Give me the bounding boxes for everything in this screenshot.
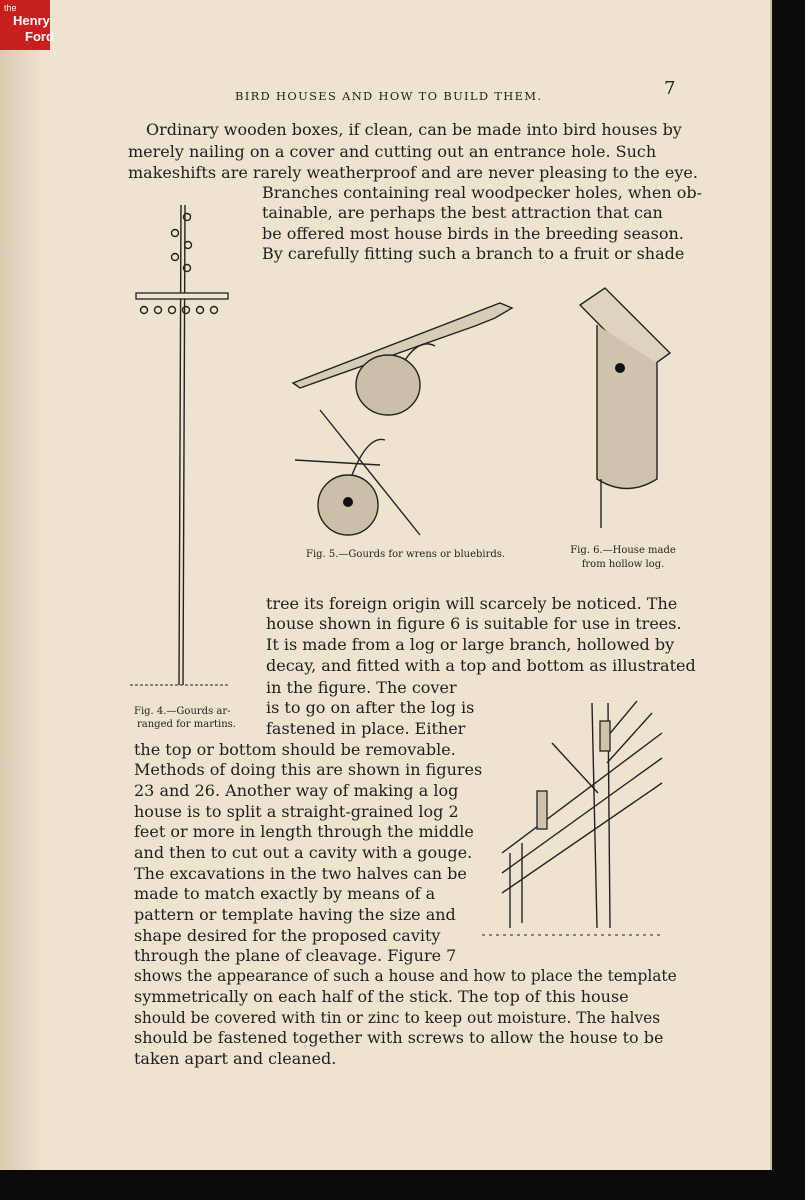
figure-7-tree-scene — [482, 683, 672, 948]
text-line: 23 and 26. Another way of making a log — [134, 781, 459, 800]
text-line: and then to cut out a cavity with a gouge. — [134, 843, 473, 862]
running-head: BIRD HOUSES AND HOW TO BUILD THEM. — [235, 89, 543, 103]
pole-right-edge — [183, 205, 185, 685]
text-line: be offered most house birds in the breeding season. — [262, 224, 684, 243]
text-line: in the figure. The cover — [266, 678, 457, 697]
text-line: Branches containing real woodpecker holes, when ob- — [262, 183, 702, 202]
text-line: decay, and fitted with a top and bottom as illustrated — [266, 656, 696, 675]
gourds-on-bar — [141, 307, 218, 314]
figure-6-log-house — [575, 283, 695, 543]
figure-6-caption-line-1: Fig. 6.—House made — [570, 545, 676, 556]
figure-5-gourds — [290, 300, 520, 545]
logo-line-3: Ford — [25, 29, 54, 44]
text-line: symmetrically on each half of the stick. The top of this house — [134, 987, 629, 1006]
text-line: It is made from a log or large branch, hollowed by — [266, 635, 675, 654]
logo-line-2: Henry — [13, 13, 50, 28]
text-line: makeshifts are rarely weatherproof and are never pleasing to the eye. — [128, 163, 698, 182]
text-line: By carefully fitting such a branch to a fruit or shade — [262, 244, 685, 263]
text-line: tainable, are perhaps the best attraction that can — [262, 203, 663, 222]
text-line: fastened in place. Either — [266, 719, 466, 738]
pole-left-edge — [179, 205, 181, 685]
crossbar — [136, 293, 228, 299]
text-line: house is to split a straight-grained log 2 — [134, 802, 459, 821]
text-line: merely nailing on a cover and cutting out an entrance hole. Such — [128, 142, 657, 161]
text-line: shows the appearance of such a house and how to place the template — [134, 967, 677, 985]
text-line: the top or bottom should be removable. — [134, 740, 456, 759]
text-line: taken apart and cleaned. — [134, 1049, 337, 1068]
figure-4-caption-line-2: ranged for martins. — [137, 719, 236, 730]
log-house-entrance — [615, 363, 625, 373]
split-log-house — [537, 791, 547, 829]
text-line: Ordinary wooden boxes, if clean, can be made into bird houses by — [146, 120, 682, 139]
text-line: The excavations in the two halves can be — [134, 864, 467, 883]
figure-5-caption: Fig. 5.—Gourds for wrens or bluebirds. — [306, 549, 506, 560]
text-line: tree its foreign origin will scarcely be noticed. The — [266, 594, 678, 613]
text-line: feet or more in length through the middle — [134, 822, 474, 841]
henry-ford-logo — [0, 0, 54, 50]
figure-4-martin-pole — [130, 195, 240, 695]
page-number: 7 — [664, 78, 676, 99]
gourd-entrance-hole — [343, 497, 353, 507]
text-line: shape desired for the proposed cavity — [134, 926, 441, 945]
text-line: house shown in figure 6 is suitable for use in trees. — [266, 614, 682, 633]
text-line: pattern or template having the size and — [134, 905, 456, 924]
text-line: should be covered with tin or zinc to keep out moisture. The halves — [134, 1009, 661, 1027]
gourd-top — [356, 355, 420, 415]
figure-4-caption-line-1: Fig. 4.—Gourds ar- — [134, 706, 231, 717]
logo-line-1: the — [4, 3, 17, 13]
text-line: through the plane of cleavage. Figure 7 — [134, 946, 457, 965]
text-line: made to match exactly by means of a — [134, 884, 436, 903]
figure-6-caption-line-2: from hollow log. — [581, 559, 665, 570]
twig-lower — [295, 460, 380, 465]
fence-rails — [502, 733, 662, 893]
page-gutter — [0, 0, 40, 1170]
text-line: should be fastened together with screws to allow the house to be — [134, 1028, 664, 1047]
tree-house — [600, 721, 610, 751]
text-line: is to go on after the log is — [266, 698, 475, 717]
text-line: Methods of doing this are shown in figures — [134, 760, 483, 779]
